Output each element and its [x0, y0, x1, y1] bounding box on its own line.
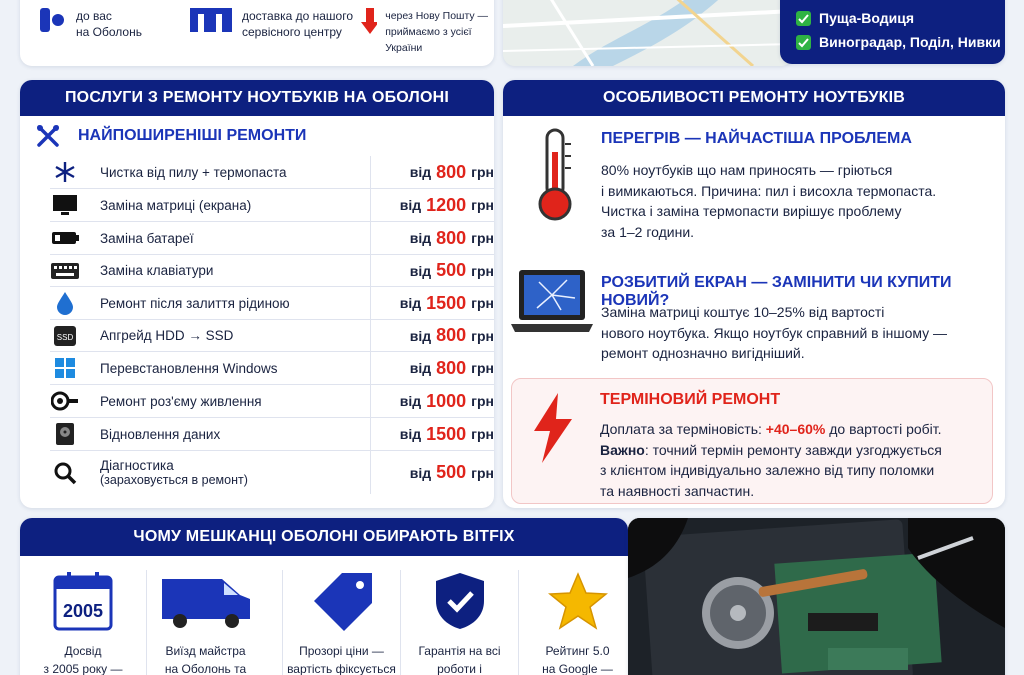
why-line: з 2005 року — — [43, 662, 123, 675]
area-item — [796, 34, 1001, 50]
service-name: Перевстановлення Windows — [100, 360, 278, 376]
battery-icon — [50, 230, 80, 246]
top-contact-strip — [20, 0, 494, 66]
why-col-experience — [24, 570, 142, 675]
price-prefix: від — [409, 327, 432, 344]
price-currency: грн — [471, 426, 494, 442]
top-item-visit — [36, 8, 142, 40]
service-row — [50, 221, 494, 254]
shield-check-icon — [401, 570, 518, 632]
broken-laptop-icon — [509, 268, 595, 342]
check-icon — [796, 35, 811, 50]
lightning-icon — [528, 393, 578, 463]
service-row — [50, 254, 494, 286]
service-name: Заміна батареї — [100, 230, 194, 246]
price-currency: грн — [471, 230, 494, 246]
why-line: роботи і — [437, 662, 482, 675]
service-price — [370, 156, 494, 188]
why-header: ЧОМУ МЕШКАНЦІ ОБОЛОНІ ОБИРАЮТЬ BITFIX — [20, 518, 628, 556]
features-card — [503, 80, 1005, 508]
service-price — [370, 418, 494, 450]
check-icon — [796, 11, 811, 26]
area-label: Виноградар, Поділ, Нивки — [819, 34, 1001, 50]
price-prefix: від — [409, 360, 432, 376]
urgent-surcharge: +40–60% — [765, 421, 826, 437]
overheat-text — [601, 160, 936, 242]
price-currency: грн — [471, 327, 494, 344]
overheat-line: за 1–2 години. — [601, 223, 695, 240]
price-currency: грн — [471, 295, 494, 311]
service-name: Відновлення даних — [100, 426, 221, 442]
why-line: Прозорі ціни — — [299, 644, 384, 658]
service-price — [370, 287, 494, 319]
services-card — [20, 80, 494, 508]
laptop-repair-image — [628, 518, 1005, 675]
hard-drive-icon — [50, 422, 80, 446]
top-item-delivery-line2: сервісного центру — [242, 25, 342, 39]
power-jack-icon — [50, 391, 80, 411]
technician-icon — [36, 8, 68, 34]
service-row — [50, 450, 494, 494]
service-areas — [780, 0, 1005, 64]
price-currency: грн — [471, 464, 494, 481]
urgent-line: з клієнтом індивідуально залежно від типу поломки — [600, 462, 935, 478]
keyboard-icon — [50, 262, 80, 280]
price-prefix: від — [399, 295, 422, 311]
service-price — [370, 352, 494, 384]
price-currency: грн — [471, 262, 494, 279]
services-title — [36, 124, 306, 148]
why-line: Рейтинг 5.0 — [545, 644, 610, 658]
top-item-visit-line2: на Оболонь — [76, 25, 142, 39]
service-row — [50, 319, 494, 351]
service-row — [50, 417, 494, 450]
why-line: Досвід — [64, 644, 102, 658]
screen-text — [601, 302, 947, 364]
price-currency: грн — [471, 360, 494, 376]
why-col-prices — [282, 570, 400, 675]
price-value: 800 — [436, 325, 467, 345]
top-item-np-line2: приймаємо з усієї України — [385, 26, 472, 54]
service-price — [370, 451, 494, 494]
service-row — [50, 286, 494, 319]
urgent-text — [600, 419, 942, 501]
why-line: на Google — — [542, 662, 613, 675]
service-row — [50, 156, 494, 188]
service-row — [50, 351, 494, 384]
why-line: на Оболонь та — [164, 662, 247, 675]
star-icon — [519, 570, 628, 632]
service-name: Заміна матриці (екрана) — [100, 197, 252, 213]
calendar-year: 2005 — [62, 601, 104, 621]
area-item — [796, 10, 914, 26]
top-item-np-line1: через Нову Пошту — — [385, 10, 489, 22]
magnifier-icon — [50, 461, 80, 485]
service-price — [370, 320, 494, 351]
map-image — [503, 0, 793, 66]
ssd-icon — [50, 325, 80, 347]
services-title-text: НАЙПОШИРЕНІШІ РЕМОНТИ — [78, 127, 307, 144]
coverage-map — [503, 0, 793, 66]
urgent-line — [600, 419, 942, 440]
price-value: 800 — [436, 357, 467, 378]
urgent-line1-c: до вартості робіт. — [825, 421, 942, 437]
urgent-line1-a: Доплата за терміновість: — [600, 421, 766, 437]
overheat-line: 80% ноутбуків що нам приносять — гріються — [601, 162, 893, 178]
price-prefix: від — [409, 262, 432, 279]
price-prefix: від — [409, 230, 432, 246]
urgent-repair-box — [511, 378, 993, 504]
top-item-delivery-line1: доставка до нашого — [242, 9, 354, 23]
why-line: Гарантія на всі — [418, 644, 501, 658]
svg-text:SSD: SSD — [56, 332, 74, 342]
top-item-delivery — [188, 8, 353, 40]
overheat-title: ПЕРЕГРІВ — НАЙЧАСТІША ПРОБЛЕМА — [601, 130, 912, 147]
why-col-rating — [518, 570, 628, 675]
arrow-down-icon — [360, 8, 377, 34]
urgent-line: та наявності запчастин. — [600, 482, 755, 499]
service-price — [370, 385, 494, 417]
price-prefix: від — [409, 164, 432, 180]
urgent-line2-b: : точний термін ремонту завжди узгоджується — [644, 441, 942, 458]
price-tag-icon — [283, 570, 400, 632]
service-price — [370, 255, 494, 286]
price-value: 500 — [436, 260, 467, 280]
price-currency: грн — [471, 164, 494, 180]
top-item-visit-line1: до вас — [76, 9, 112, 23]
monitor-icon — [50, 194, 80, 216]
service-name: Ремонт після залиття рідиною — [100, 295, 290, 311]
service-row — [50, 188, 494, 221]
service-name-main: Діагностика — [100, 458, 174, 473]
services-header: ПОСЛУГИ З РЕМОНТУ НОУТБУКІВ НА ОБОЛОНІ — [20, 80, 494, 116]
service-price — [370, 189, 494, 221]
thermometer-icon — [533, 128, 577, 222]
why-col-warranty — [400, 570, 518, 675]
windows-icon — [50, 357, 80, 379]
tools-icon — [36, 124, 60, 148]
building-icon — [188, 8, 234, 34]
service-name-sub: (зараховується в ремонт) — [100, 473, 248, 487]
screen-line: Заміна матриці коштує 10–25% від вартості — [601, 304, 885, 320]
water-drop-icon — [50, 291, 80, 315]
why-line: Виїзд майстра — [165, 644, 246, 658]
why-line: вартість фіксується — [287, 662, 396, 675]
price-value: 1200 — [426, 194, 467, 215]
area-label: Пуща-Водиця — [819, 10, 915, 26]
urgent-note-label: Важно — [600, 441, 645, 458]
overheat-line: і вимикаються. Причина: пил і висохла термопаста. — [601, 182, 937, 199]
service-name: Апгрейд HDD → SSD — [100, 328, 234, 343]
why-col-visit — [146, 570, 264, 675]
price-value: 500 — [436, 462, 467, 482]
service-name: Чистка від пилу + термопаста — [100, 164, 287, 180]
screen-line: нового ноутбука. Якщо ноутбук справний в іншому — — [601, 324, 948, 341]
price-value: 800 — [436, 227, 467, 248]
price-value: 1500 — [426, 423, 467, 444]
van-icon — [147, 570, 264, 632]
price-value: 1500 — [426, 292, 467, 313]
calendar-icon — [24, 570, 142, 632]
price-currency: грн — [471, 393, 494, 409]
price-currency: грн — [471, 197, 494, 213]
price-value: 1000 — [426, 390, 467, 411]
urgent-line — [600, 440, 942, 461]
price-value: 800 — [436, 161, 467, 182]
urgent-title: ТЕРМІНОВИЙ РЕМОНТ — [600, 391, 781, 408]
service-name: Заміна клавіатури — [100, 263, 214, 278]
screen-title: РОЗБИТИЙ ЕКРАН — ЗАМІНИТИ ЧИ КУПИТИ НОВИЙ? — [601, 274, 952, 309]
service-row — [50, 384, 494, 417]
screen-line: ремонт однозначно вигідніший. — [601, 345, 805, 361]
price-prefix: від — [399, 197, 422, 213]
repair-photo — [628, 518, 1005, 675]
price-prefix: від — [409, 464, 432, 481]
price-prefix: від — [399, 426, 422, 442]
service-price — [370, 222, 494, 254]
service-name — [100, 458, 370, 487]
snowflake-icon — [50, 161, 80, 183]
service-name: Ремонт роз'єму живлення — [100, 393, 262, 409]
features-header: ОСОБЛИВОСТІ РЕМОНТУ НОУТБУКІВ — [503, 80, 1005, 116]
price-prefix: від — [399, 393, 422, 409]
top-item-nova-poshta — [360, 8, 494, 56]
overheat-line: Чистка і заміна термопасти вирішує проблему — [601, 203, 902, 219]
why-card — [20, 518, 628, 675]
